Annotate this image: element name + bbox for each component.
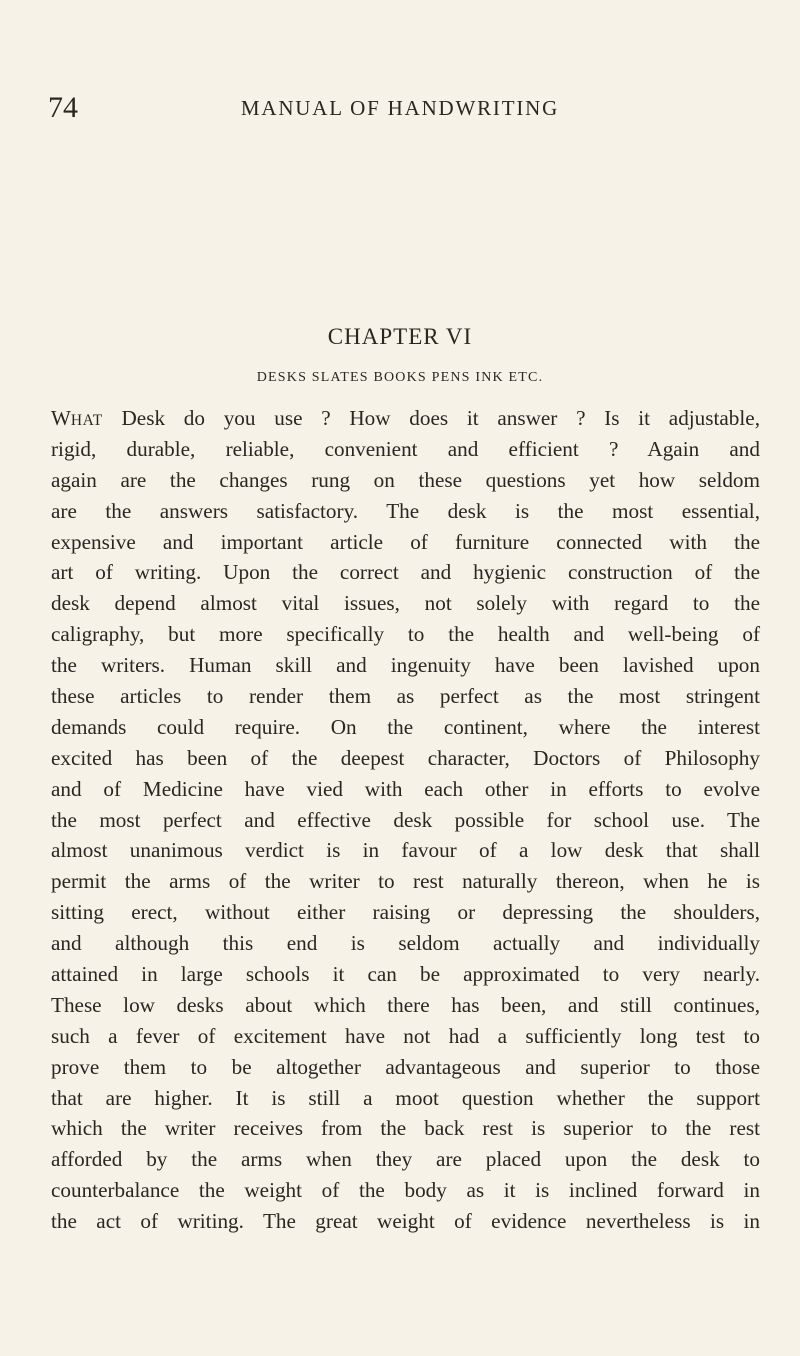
text-line: caligraphy, but more specifically to the health and well-being of (51, 622, 760, 647)
text-line: sitting erect, without either raising or depressing the shoulders, (51, 900, 760, 925)
text-line: afforded by the arms when they are placed upon the desk to (51, 1147, 760, 1172)
text-line: almost unanimous verdict is in favour of a low desk that shall (51, 838, 760, 863)
running-head (48, 90, 752, 126)
text-line: the writers. Human skill and ingenuity have been lavished upon (51, 653, 760, 678)
chapter-title: CHAPTER VI (327, 324, 473, 349)
text-line-1 (51, 403, 760, 434)
text-line: and of Medicine have vied with each other in efforts to evolve (51, 776, 760, 801)
lead-initial: W (51, 406, 71, 430)
text-line: the most perfect and effective desk possible for school use. The (51, 807, 760, 832)
text-line: counterbalance the weight of the body as it is inclined forward in (51, 1178, 760, 1203)
text-line-1-rest: Desk do you use ? How does it answer ? Is it adjustable, (102, 406, 760, 430)
body-paragraph (51, 403, 760, 1237)
page-number: 74 (48, 91, 78, 124)
text-line: these articles to render them as perfect as the most stringent (51, 684, 760, 709)
text-line: art of writing. Upon the correct and hygienic construction of the (51, 560, 760, 585)
lead-small-caps: HAT (70, 412, 103, 429)
text-line: which the writer receives from the back rest is superior to the rest (51, 1116, 760, 1141)
text-line: the act of writing. The great weight of evidence nevertheless is in (51, 1209, 760, 1234)
text-line: permit the arms of the writer to rest naturally thereon, when he is (51, 869, 760, 894)
text-line: These low desks about which there has been, and still continues, (51, 992, 760, 1017)
text-line: such a fever of excitement have not had a sufficiently long test to (51, 1023, 760, 1048)
text-line: expensive and important article of furniture connected with the (51, 529, 760, 554)
text-line: attained in large schools it can be approximated to very nearly. (51, 962, 760, 987)
text-line: demands could require. On the continent, where the interest (51, 714, 760, 739)
text-line: are the answers satisfactory. The desk is the most essential, (51, 498, 760, 523)
text-line: excited has been of the deepest character, Doctors of Philosophy (51, 745, 760, 770)
text-line: that are higher. It is still a moot question whether the support (51, 1085, 760, 1110)
text-line: prove them to be altogether advantageous and superior to those (51, 1054, 760, 1079)
text-line: again are the changes rung on these questions yet how seldom (51, 467, 760, 492)
text-line: rigid, durable, reliable, convenient and efficient ? Again and (51, 436, 760, 461)
text-line: and although this end is seldom actually and individually (51, 931, 760, 956)
running-title: MANUAL OF HANDWRITING (240, 96, 560, 120)
chapter-subtitle: DESKS SLATES BOOKS PENS INK ETC. (256, 370, 544, 385)
text-line: desk depend almost vital issues, not solely with regard to the (51, 591, 760, 616)
